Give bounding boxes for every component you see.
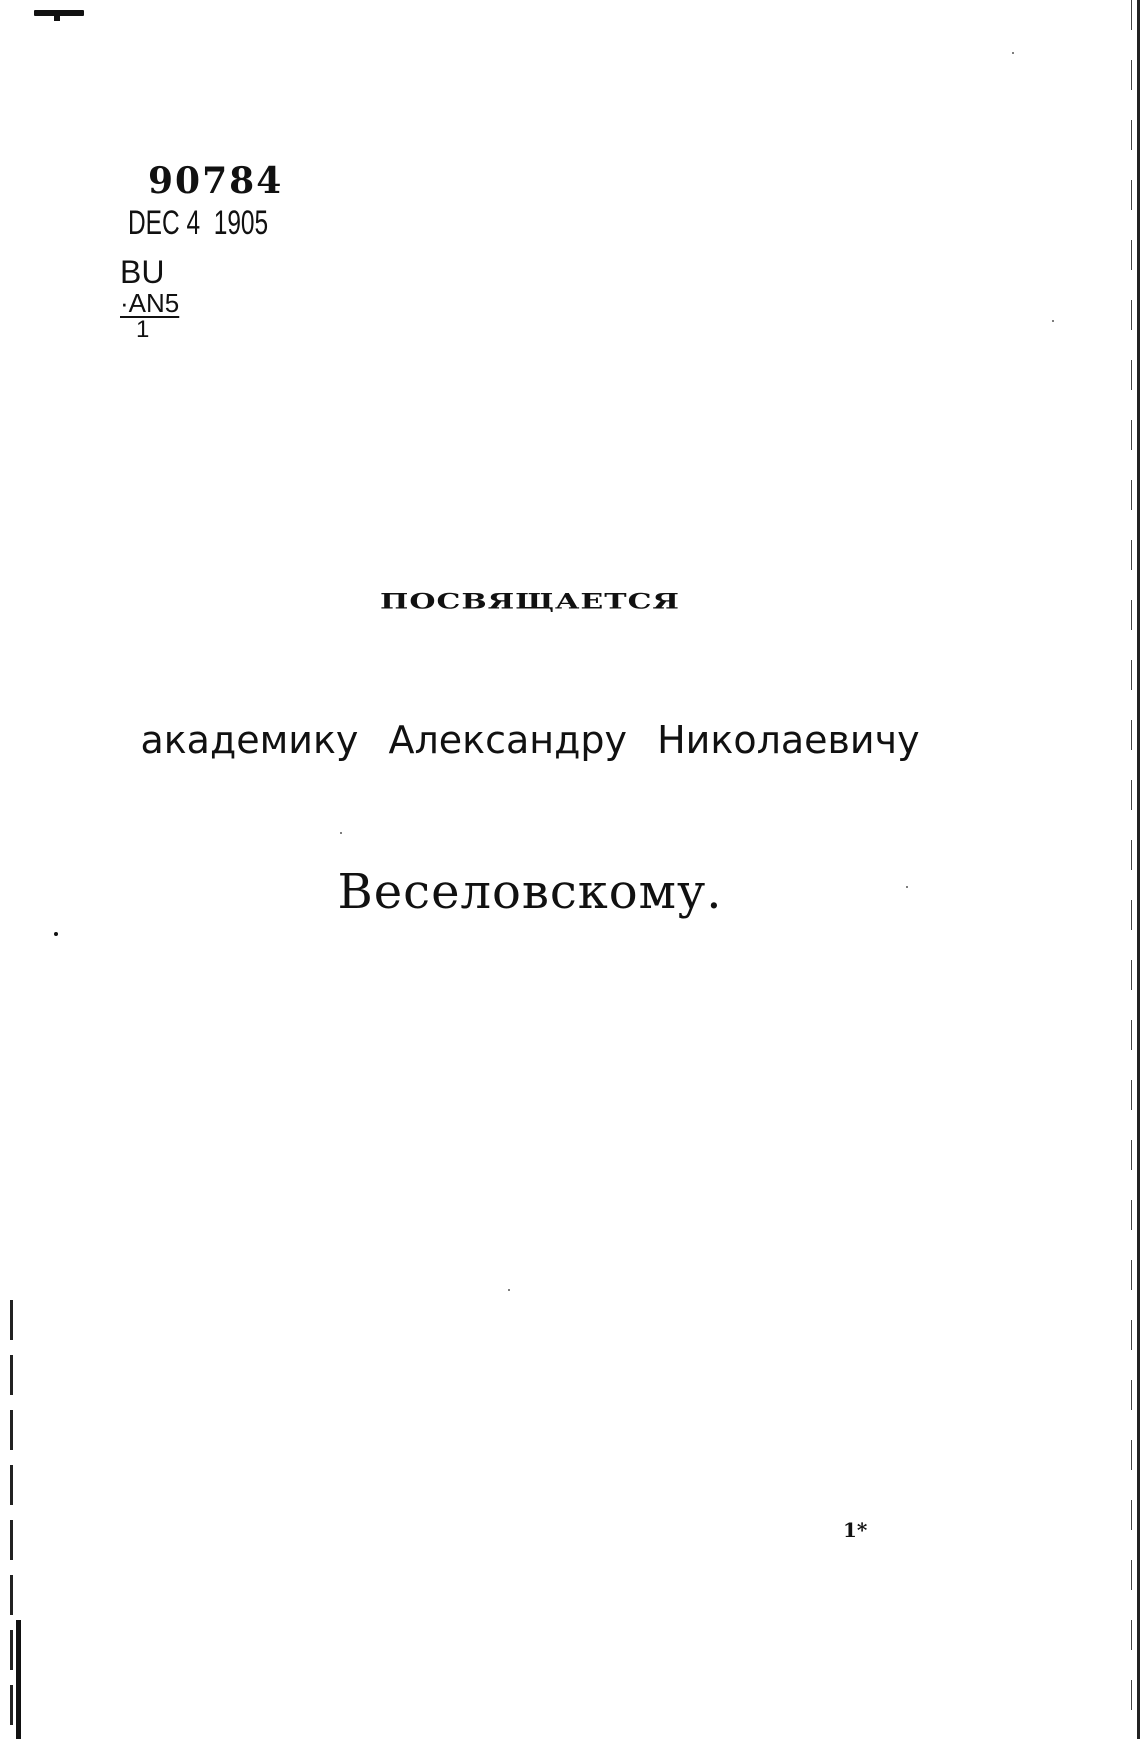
shelfmark-line-2: ·AN5: [120, 288, 180, 318]
page-edge-left-bottom: [16, 1620, 21, 1739]
page-edge-left: [10, 1300, 13, 1730]
scan-mark: [34, 10, 84, 16]
shelfmark: [120, 256, 179, 342]
scan-speck: [340, 832, 342, 834]
shelfmark-line-3: 1: [136, 316, 150, 343]
shelfmark-line-1: BU: [120, 254, 165, 290]
dedication-recipient-line: академику Александру Николаевичу: [140, 718, 920, 762]
scan-speck: [1012, 52, 1014, 54]
dedication-heading: ПОСВЯЩАЕТСЯ: [380, 588, 680, 615]
page-edge-shadow: [1131, 0, 1132, 1739]
scan-speck: [1052, 320, 1054, 322]
dedication-surname: Веселовскому.: [337, 864, 723, 920]
signature-mark: 1*: [843, 1518, 868, 1542]
accession-date: DEC 4 1905: [128, 204, 269, 242]
accession-number: 90784: [148, 160, 284, 202]
scan-speck: [54, 932, 58, 936]
scan-speck: [508, 1289, 510, 1291]
